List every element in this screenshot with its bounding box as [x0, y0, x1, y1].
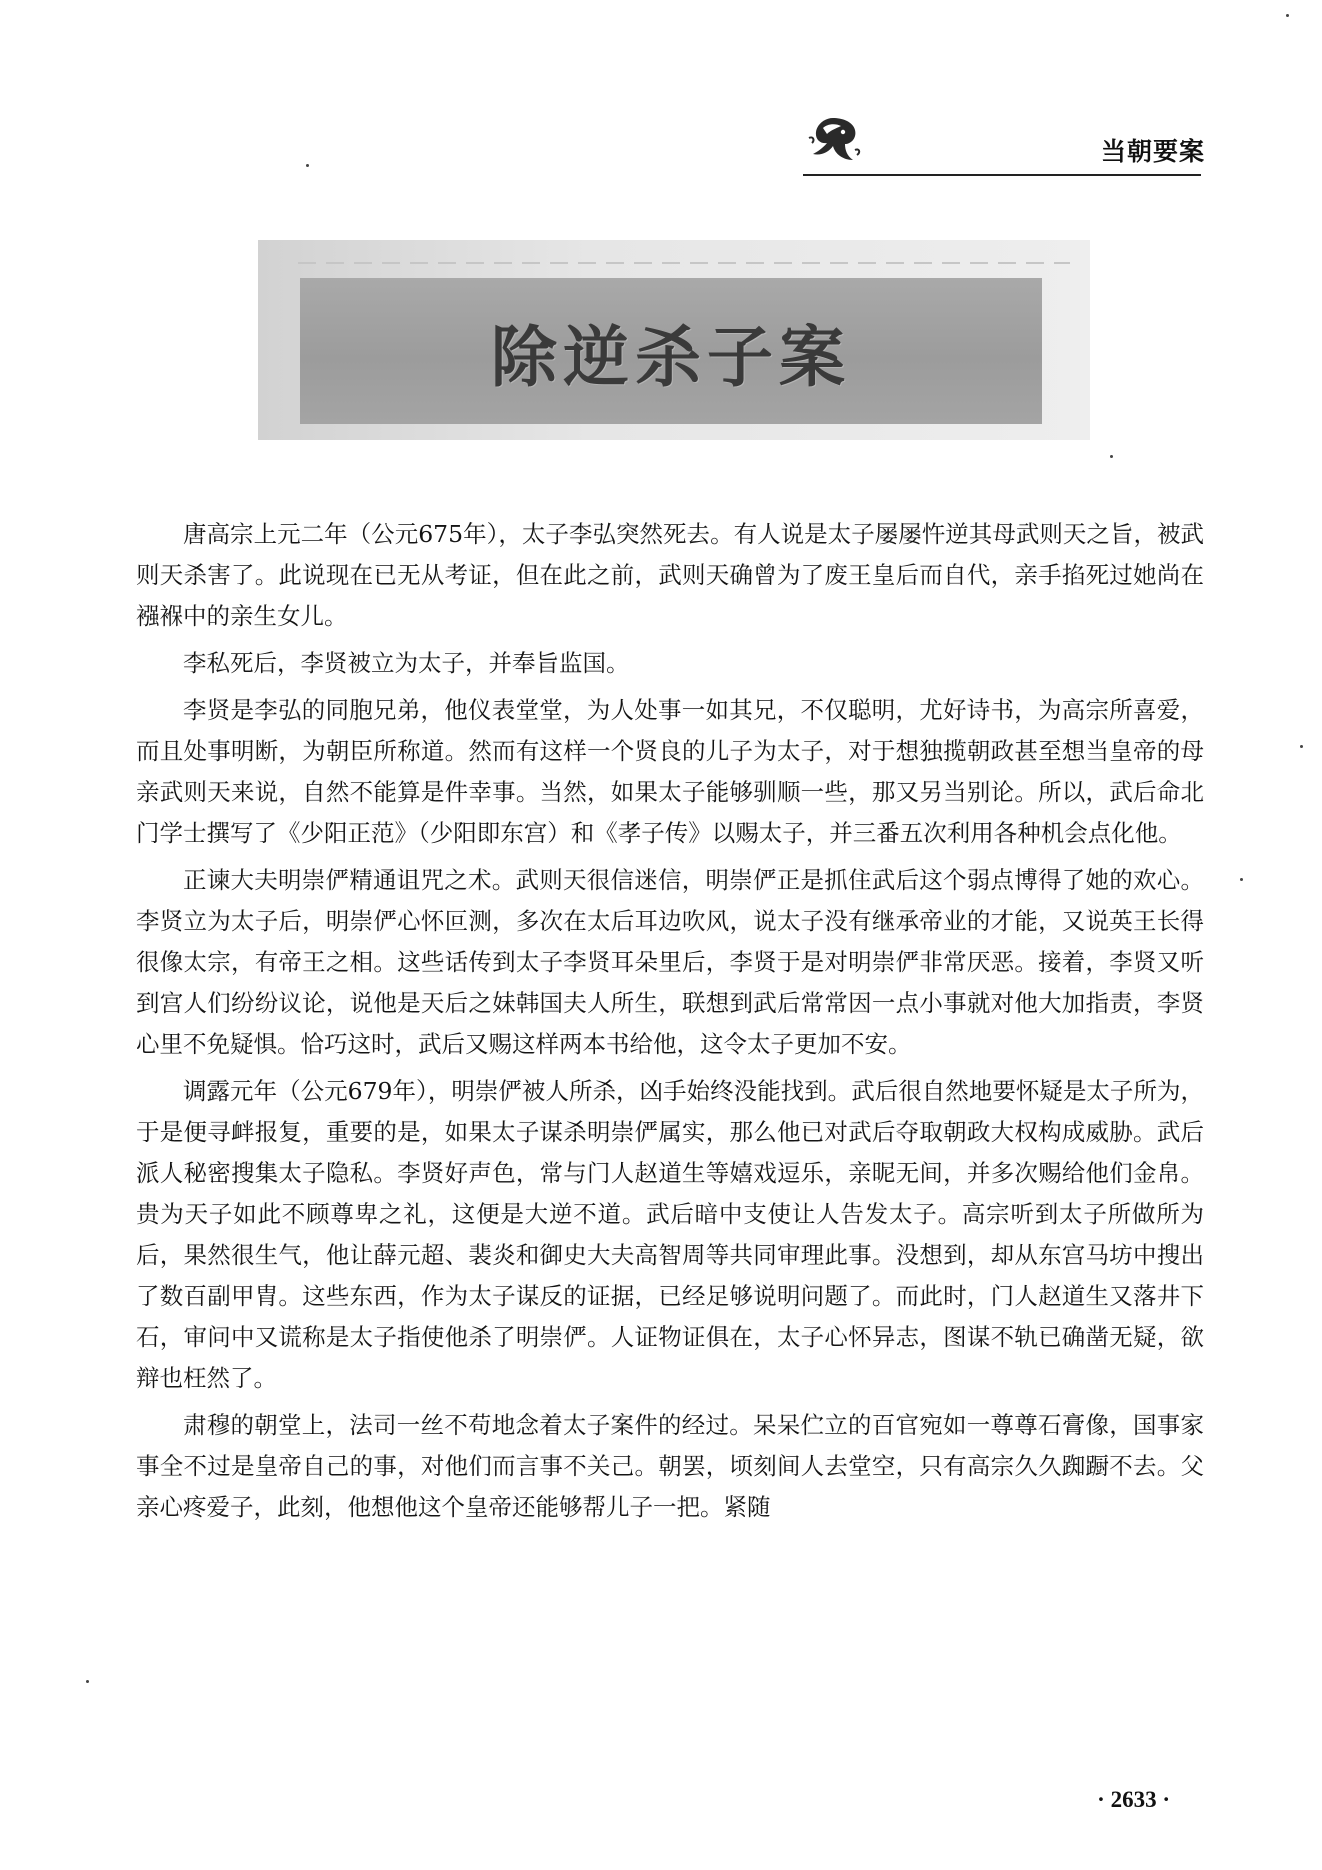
section-title: 当朝要案 — [1100, 137, 1205, 166]
paragraph: 李私死后，李贤被立为太子，并奉旨监国。 — [183, 649, 630, 677]
article-body — [136, 514, 1204, 1534]
header-divider — [803, 174, 1201, 176]
scan-speck — [1286, 14, 1289, 17]
paragraph: 唐高宗上元二年（公元675年），太子李弘突然死去。有人说是太子屡屡忤逆其母武则天之旨，被武则天杀害了。此说现在已无从考证，但在此之前，武则天确曾为了废王皇后而自代，亲手掐死过她尚在襁褓中的亲生女儿。 — [136, 520, 1204, 630]
scan-speck — [86, 1680, 89, 1683]
paragraph: 正谏大夫明崇俨精通诅咒之术。武则天很信迷信，明崇俨正是抓住武后这个弱点博得了她的欢心。李贤立为太子后，明崇俨心怀叵测，多次在太后耳边吹风，说太子没有继承帝业的才能，又说英王长得很像太宗，有帝王之相。这些话传到太子李贤耳朵里后，李贤于是对明崇俨非常厌恶。接着，李贤又听到宫人们纷纷议论，说他是天后之妹韩国夫人所生，联想到武后常常因一点小事就对他大加指责，李贤心里不免疑惧。恰巧这时，武后又赐这样两本书给他，这令太子更加不安。 — [136, 866, 1204, 1058]
scan-speck — [1240, 878, 1243, 881]
scan-speck — [306, 164, 309, 167]
page-number: · 2633 · — [1097, 1787, 1170, 1812]
paragraph: 李贤是李弘的同胞兄弟，他仪表堂堂，为人处事一如其兄，不仅聪明，尤好诗书，为高宗所喜爱，而且处事明断，为朝臣所称道。然而有这样一个贤良的儿子为太子，对于想独揽朝政甚至想当皇帝的母亲武则天来说，自然不能算是件幸事。当然，如果太子能够驯顺一些，那又另当别论。所以，武后命北门学士撰写了《少阳正范》（少阳即东宫）和《孝子传》以赐太子，并三番五次利用各种机会点化他。 — [136, 696, 1204, 847]
title-banner — [300, 278, 1042, 424]
paragraph: 调露元年（公元679年），明崇俨被人所杀，凶手始终没能找到。武后很自然地要怀疑是太子所为，于是便寻衅报复，重要的是，如果太子谋杀明崇俨属实，那么他已对武后夺取朝政大权构成威胁。武后派人秘密搜集太子隐私。李贤好声色，常与门人赵道生等嬉戏逗乐，亲昵无间，并多次赐给他们金帛。贵为天子如此不顾尊卑之礼，这便是大逆不道。武后暗中支使让人告发太子。高宗听到太子所做所为后，果然很生气，他让薛元超、裴炎和御史大夫高智周等共同审理此事。没想到，却从东宫马坊中搜出了数百副甲胄。这些东西，作为太子谋反的证据，已经足够说明问题了。而此时，门人赵道生又落井下石，审问中又谎称是太子指使他杀了明崇俨。人证物证俱在，太子心怀异志，图谋不轨已确凿无疑，欲辩也枉然了。 — [136, 1077, 1204, 1392]
article-title: 除逆杀子案 — [491, 317, 851, 396]
scan-speck — [1110, 455, 1113, 458]
dragon-emblem-icon — [803, 110, 863, 170]
paragraph: 肃穆的朝堂上，法司一丝不苟地念着太子案件的经过。呆呆伫立的百官宛如一尊尊石膏像，国事家事全不过是皇帝自己的事，对他们而言事不关己。朝罢，顷刻间人去堂空，只有高宗久久踟蹰不去。父亲心疼爱子，此刻，他想他这个皇帝还能够帮儿子一把。紧随 — [136, 1411, 1204, 1521]
scan-speck — [1300, 745, 1303, 748]
